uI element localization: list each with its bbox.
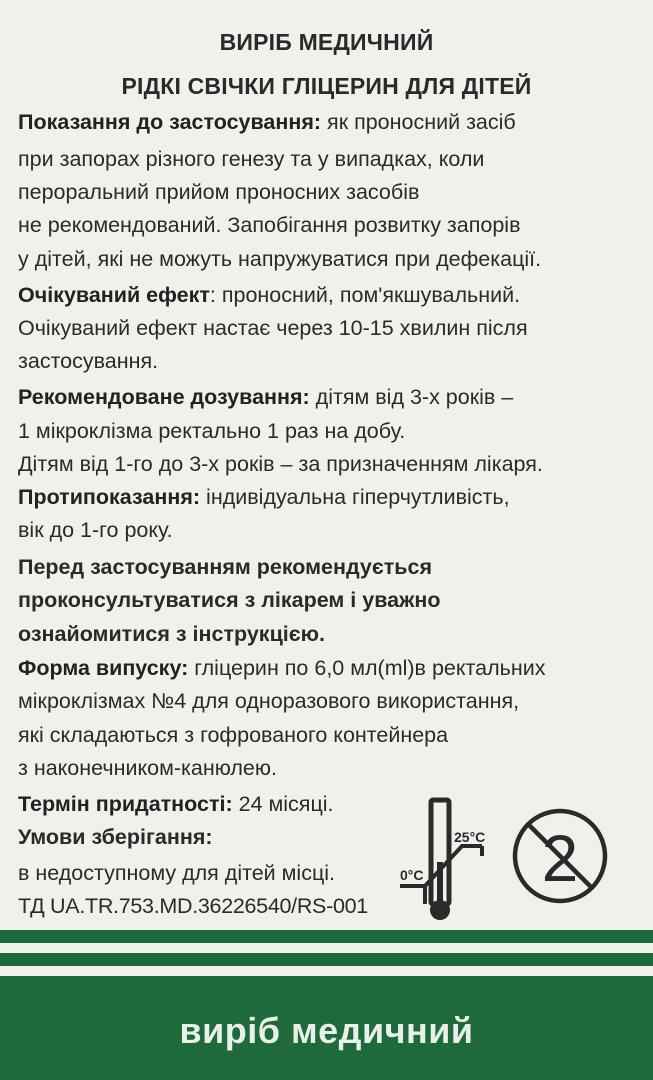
- thermometer-icon: [400, 800, 482, 920]
- storage-line1: в недоступному для дітей місці.: [18, 861, 336, 885]
- do-not-reuse-number: 2: [541, 821, 579, 895]
- warning-line2: проконсультуватися з лікарем і уважно: [18, 588, 441, 612]
- spec-number: ТД UA.TR.753.MD.36226540/RS-001: [18, 894, 368, 918]
- band-stripe: [0, 930, 653, 943]
- band-gap: [0, 943, 653, 953]
- indications-line2: при запорах різного генезу та у випадках, коли: [18, 147, 485, 171]
- temp-low-label: 0°C: [400, 867, 424, 883]
- release-form-line4: з наконечником-канюлею.: [18, 756, 277, 780]
- dosage-line2: 1 мікроклізма ректально 1 раз на добу.: [18, 419, 406, 443]
- dosage-line1: Рекомендоване дозування: дітям від 3-х років –: [18, 385, 514, 409]
- dosage-label: Рекомендоване дозування:: [18, 385, 310, 409]
- indications-line4: не рекомендований. Запобігання розвитку запорів: [18, 213, 521, 237]
- indications-line1: Показання до застосування: як проносний засіб: [18, 110, 516, 134]
- indications-label: Показання до застосування:: [18, 110, 322, 134]
- release-form-line2: мікроклізмах №4 для одноразового використання,: [18, 689, 520, 713]
- footer-label: виріб медичний: [179, 1010, 474, 1051]
- band-gap: [0, 966, 653, 976]
- contraindications-line1: Протипоказання: індивідуальна гіперчутливість,: [18, 485, 510, 509]
- warning-line1: Перед застосуванням рекомендується: [18, 555, 432, 579]
- temp-high-label: 25°C: [454, 829, 486, 845]
- effect-line1: Очікуваний ефект: проносний, пом'якшувальний.: [18, 283, 521, 307]
- storage-label: Умови зберігання:: [18, 825, 213, 849]
- indications-line5: у дітей, які не можуть напружуватися при дефекації.: [18, 247, 542, 271]
- effect-line2: Очікуваний ефект настає через 10-15 хвилин після: [18, 316, 528, 340]
- product-name: РІДКІ СВІЧКИ ГЛІЦЕРИН ДЛЯ ДІТЕЙ: [121, 73, 532, 99]
- effect-line3: застосування.: [18, 349, 159, 373]
- page-title: ВИРІБ МЕДИЧНИЙ: [219, 29, 434, 55]
- release-form-line1: Форма випуску: гліцерин по 6,0 мл(ml)в ректальних: [18, 656, 546, 680]
- dosage-line3: Дітям від 1-го до 3-х років – за призначенням лікаря.: [18, 452, 543, 476]
- warning-line3: ознайомитися з інструкцією.: [18, 622, 325, 646]
- release-form-label: Форма випуску:: [18, 656, 189, 680]
- effect-label: Очікуваний ефект: [18, 283, 210, 307]
- indications-line3: пероральний прийом проносних засобів: [18, 180, 420, 204]
- shelf-life-line: Термін придатності: 24 місяці.: [18, 792, 334, 816]
- contraindications-label: Протипоказання:: [18, 485, 201, 509]
- release-form-line3: які складаються з гофрованого контейнера: [18, 723, 449, 747]
- band-stripe: [0, 953, 653, 966]
- shelf-life-label: Термін придатності:: [18, 792, 233, 816]
- storage-symbols: [380, 792, 620, 932]
- contraindications-line2: вік до 1-го року.: [18, 518, 173, 542]
